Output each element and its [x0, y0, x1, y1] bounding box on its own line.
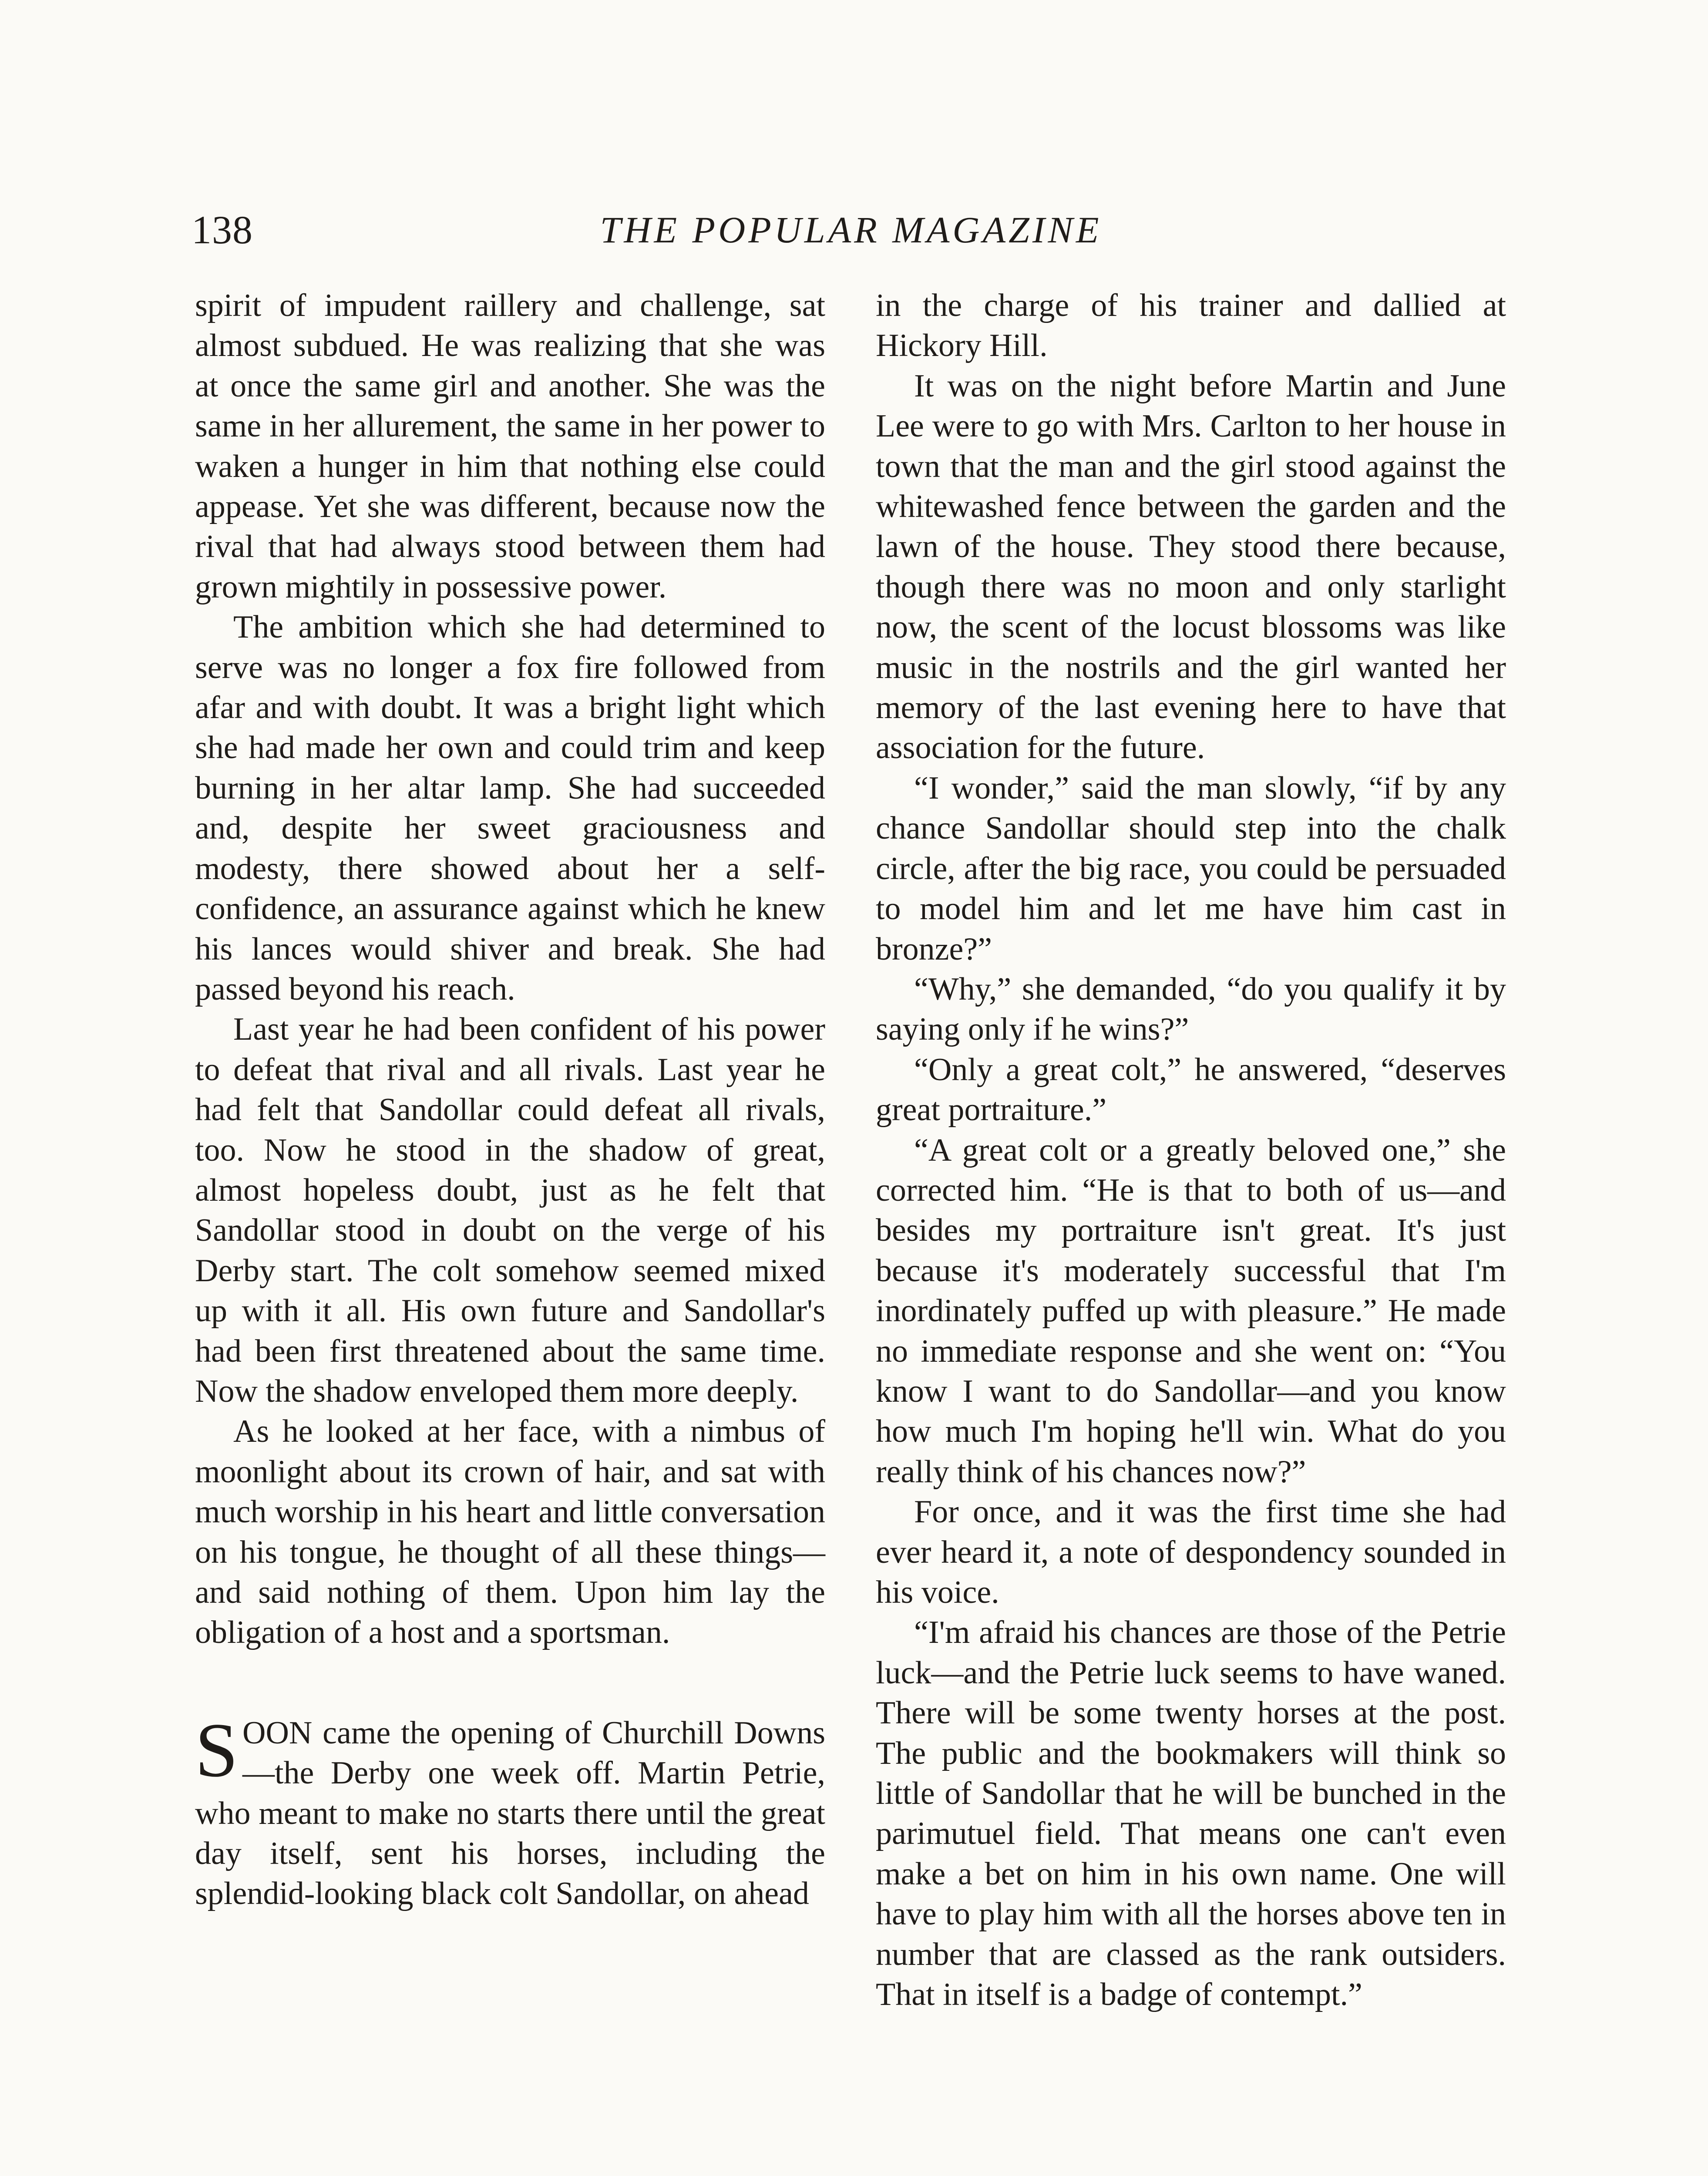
body-paragraph: “I wonder,” said the man slowly, “if by any chance Sandollar should step into the chalk circle, after the big race, you could be persuaded to model him and let me have him cast in bronze?” [876, 770, 1506, 967]
drop-cap: S [195, 1706, 238, 1793]
body-paragraph: “I'm afraid his chances are those of the Petrie luck—and the Petrie luck seems to have waned. There will be some twenty horses at the post. The public and the bookmakers will think so little of Sandollar that he will be bunched in the parimutuel field. That means one can't even make a bet on him in his own name. One will have to play him with all the horses above ten in number that are classed as the rank outsiders. That in itself is a badge of contempt.” [876, 1615, 1506, 2013]
section-opening-paragraph [195, 1706, 825, 1914]
body-paragraph: spirit of impudent raillery and challenge, sat almost subdued. He was realizing that she was at once the same girl and another. She was the same in her allurement, the same in her power to waken a hunger in him that nothing else could appease. Yet she was different, because now the rival that had always stood between them had grown mightily in possessive power. [195, 288, 825, 605]
page-header [192, 204, 1510, 256]
body-paragraph: “A great colt or a greatly beloved one,” she corrected him. “He is that to both of us—and besides my portraiture isn't great. It's just because it's moderately successful that I'm inordinately puffed up with pleasure.” He made no immediate response and she went on: “You know I want to do Sandollar—and you know how much I'm hoping he'll win. What do you really think of his chances now?” [876, 1132, 1506, 1490]
body-paragraph: “Why,” she demanded, “do you qualify it by saying only if he wins?” [876, 971, 1506, 1048]
body-paragraph: For once, and it was the first time she had ever heard it, a note of despondency sounded in his voice. [876, 1494, 1506, 1610]
body-paragraph: “Only a great colt,” he answered, “deserves great portraiture.” [876, 1051, 1506, 1128]
right-text-column [876, 285, 1506, 2015]
body-paragraph: It was on the night before Martin and June Lee were to go with Mrs. Carlton to her house in town that the man and the girl stood against the whitewashed fence between the garden and the lawn of the house. They stood there because, though there was no moon and only starlight now, the scent of the locust blossoms was like music in the nostrils and the girl wanted her memory of the last evening here to have that association for the future. [876, 368, 1506, 766]
page-number: 138 [192, 208, 253, 252]
running-title: THE POPULAR MAGAZINE [600, 209, 1102, 251]
body-paragraph: As he looked at her face, with a nimbus of moonlight about its crown of hair, and sat with much worship in his heart and little conversation on his tongue, he thought of all these things—and said nothing of them. Upon him lay the obligation of a host and a sportsman. [195, 1414, 825, 1651]
section-opening-text: OON came the opening of Churchill Downs—the Derby one week off. Martin Petrie, who meant to make no starts there until the great day itself, sent his horses, including the splendid-looking black colt Sandollar, on ahead [195, 1715, 825, 1912]
body-paragraph: in the charge of his trainer and dallied at Hickory Hill. [876, 288, 1506, 364]
body-paragraph: Last year he had been confident of his power to defeat that rival and all rivals. Last year he had felt that Sandollar could defeat all rivals, too. Now he stood in the shadow of great, almost hopeless doubt, just as he felt that Sandollar stood in doubt on the verge of his Derby start. The colt somehow seemed mixed up with it all. His own future and Sandollar's had been first threatened about the same time. Now the shadow enveloped them more deeply. [195, 1011, 825, 1409]
body-paragraph: The ambition which she had determined to serve was no longer a fox fire followed from afar and with doubt. It was a bright light which she had made her own and could trim and keep burning in her altar lamp. She had succeeded and, despite her sweet graciousness and modesty, there showed about her a self-confidence, an assurance against which he knew his lances would shiver and break. She had passed beyond his reach. [195, 609, 825, 1007]
section-break [195, 1653, 825, 1713]
left-text-column [195, 285, 825, 1914]
